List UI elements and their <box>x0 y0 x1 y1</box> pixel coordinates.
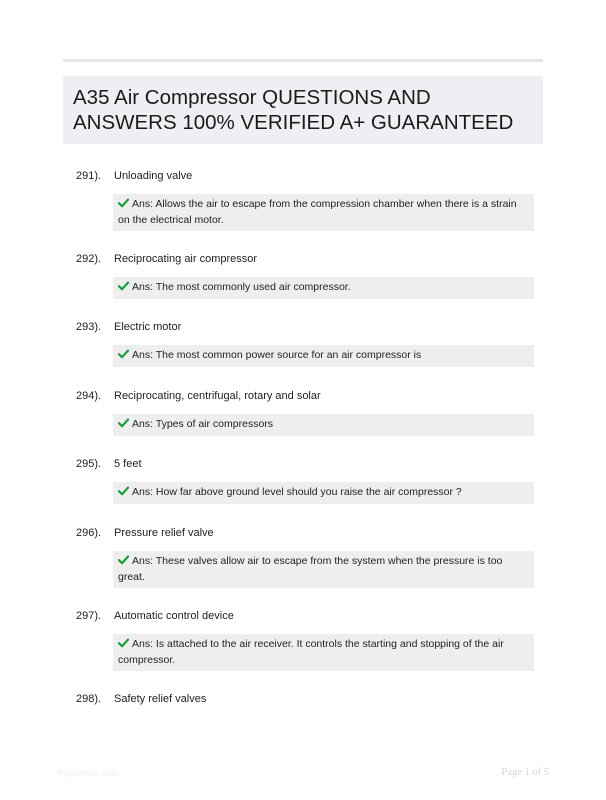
answer-box <box>113 551 534 588</box>
answer-box <box>113 345 534 367</box>
qa-item-293 <box>63 319 543 361</box>
page-indicator: Page 1 of 5 <box>501 767 549 778</box>
question-text: Safety relief valves <box>114 693 207 705</box>
check-icon <box>118 198 129 208</box>
question-text: Electric motor <box>114 321 182 333</box>
answer-box <box>113 277 534 299</box>
question-number: 292). <box>76 253 102 265</box>
qa-item-291 <box>63 168 543 226</box>
answer-box <box>113 414 534 436</box>
qa-item-292 <box>63 251 543 293</box>
question-number: 291). <box>76 170 102 182</box>
answer-text: Ans: These valves allow air to escape from the system when the pressure is too great. <box>118 555 503 583</box>
footer-watermark: Paperbtac.com <box>58 768 119 778</box>
question-number: 296). <box>76 527 102 539</box>
answer-text: Ans: How far above ground level should you raise the air compressor ? <box>132 486 462 498</box>
check-icon <box>118 486 129 496</box>
qa-item-298 <box>63 691 543 709</box>
answer-box <box>113 482 534 504</box>
question-text: Automatic control device <box>114 610 234 622</box>
check-icon <box>118 349 129 359</box>
qa-item-296 <box>63 525 543 583</box>
answer-box <box>113 634 534 671</box>
question-text: 5 feet <box>114 458 142 470</box>
title-banner <box>63 76 543 144</box>
answer-text: Ans: Is attached to the air receiver. It controls the starting and stopping of the air compressor. <box>118 638 504 666</box>
question-text: Reciprocating, centrifugal, rotary and solar <box>114 390 321 402</box>
check-icon <box>118 418 129 428</box>
answer-text: Ans: Types of air compressors <box>132 418 274 430</box>
answer-text: Ans: The most commonly used air compressor. <box>132 281 351 293</box>
question-number: 298). <box>76 693 102 705</box>
qa-item-294 <box>63 388 543 430</box>
document-title: A35 Air Compressor QUESTIONS AND ANSWERS 100% VERIFIED A+ GUARANTEED <box>73 86 514 134</box>
answer-text: Ans: The most common power source for an air compressor is <box>132 349 422 361</box>
top-divider <box>63 59 543 62</box>
question-text: Pressure relief valve <box>114 527 214 539</box>
answer-text: Ans: Allows the air to escape from the compression chamber when there is a strain on the electrical motor. <box>118 198 517 226</box>
question-text: Unloading valve <box>114 170 193 182</box>
answer-box <box>113 194 534 231</box>
check-icon <box>118 555 129 565</box>
question-text: Reciprocating air compressor <box>114 253 258 265</box>
qa-item-297 <box>63 608 543 666</box>
check-icon <box>118 638 129 648</box>
question-number: 297). <box>76 610 102 622</box>
question-number: 294). <box>76 390 102 402</box>
check-icon <box>118 281 129 291</box>
question-number: 293). <box>76 321 102 333</box>
question-number: 295). <box>76 458 102 470</box>
qa-item-295 <box>63 456 543 498</box>
